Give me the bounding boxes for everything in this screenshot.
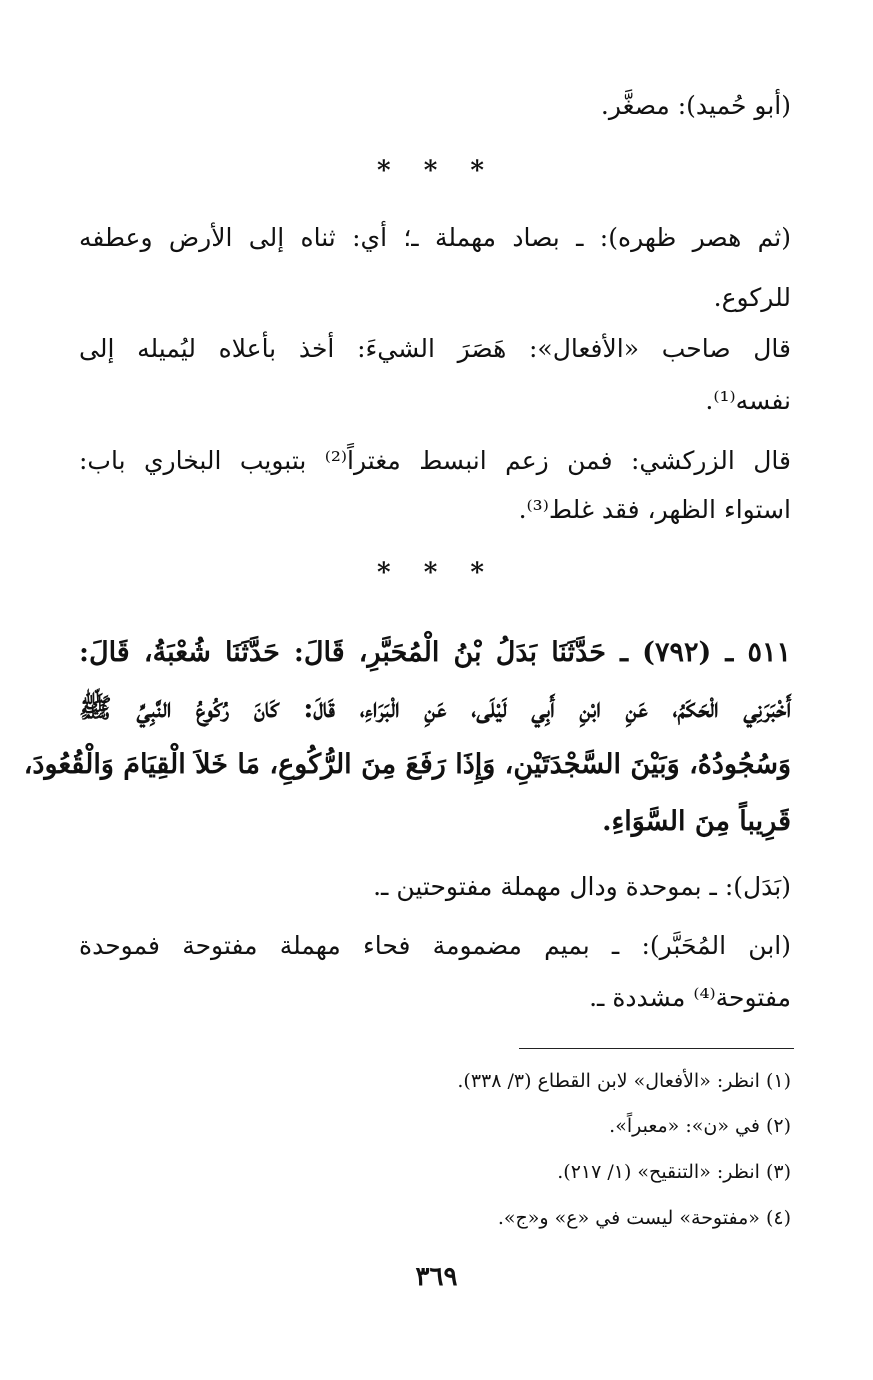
section-separator: * * * xyxy=(377,558,496,588)
text-line: (ابن المُحَبَّر): ـ بميم مضمومة فحاء مهملة مفتوحة فموحدة xyxy=(79,931,791,960)
page-number: ٣٦٩ xyxy=(415,1262,458,1292)
hadith-line: وَسُجُودُهُ، وَبَيْنَ السَّجْدَتَيْنِ، وَإِذَا رَفَعَ مِنَ الرُّكُوعِ، مَا خَلاَ الْقِيَامَ وَالْقُعُودَ، xyxy=(23,749,791,780)
hadith-line: ٥١١ ـ (٧٩٢) ـ حَدَّثَنَا بَدَلُ بْنُ الْمُحَبَّرِ، قَالَ: حَدَّثَنَا شُعْبَةُ، قَالَ: xyxy=(79,637,791,668)
text-line: قال صاحب «الأفعال»: هَصَرَ الشيءَ: أخذ بأعلاه ليُميله إلى xyxy=(79,334,791,363)
text-line: للركوع. xyxy=(713,283,791,312)
footnote: (٤) «مفتوحة» ليست في «ع» و«ج». xyxy=(497,1207,791,1229)
footnote: (٣) انظر: «التنقيح» (١/ ٢١٧). xyxy=(557,1161,791,1183)
text-line: قال الزركشي: فمن زعم انبسط مغتراً⁽²⁾ بتبويب البخاري باب: xyxy=(79,446,791,475)
hadith-line: قَرِيباً مِنَ السَّوَاءِ. xyxy=(602,806,791,837)
text-line: استواء الظهر، فقد غلط⁽³⁾. xyxy=(518,495,791,524)
footnote-divider xyxy=(519,1048,794,1049)
text-line: (ثم هصر ظهره): ـ بصاد مهملة ـ؛ أي: ثناه إلى الأرض وعطفه xyxy=(79,223,791,252)
footnote: (٢) في «ن»: «معبراً». xyxy=(609,1115,791,1137)
section-separator: * * * xyxy=(377,156,496,186)
hadith-line: أَخْبَرَنِي الْحَكَمُ، عَنِ ابْنِ أَبِي لَيْلَى، عَنِ الْبَرَاءِ، قَالَ: كَانَ رُكُوعُ النَّبِيِّ ﷺ xyxy=(79,693,791,724)
text-line: نفسه⁽¹⁾. xyxy=(705,386,791,415)
text-line: (أبو حُميد): مصغَّر. xyxy=(600,91,791,120)
text-line: (بَدَل): ـ بموحدة ودال مهملة مفتوحتين ـ. xyxy=(373,872,791,901)
text-line: مفتوحة⁽⁴⁾ مشددة ـ. xyxy=(589,983,791,1012)
footnote: (١) انظر: «الأفعال» لابن القطاع (٣/ ٣٣٨). xyxy=(457,1070,791,1092)
